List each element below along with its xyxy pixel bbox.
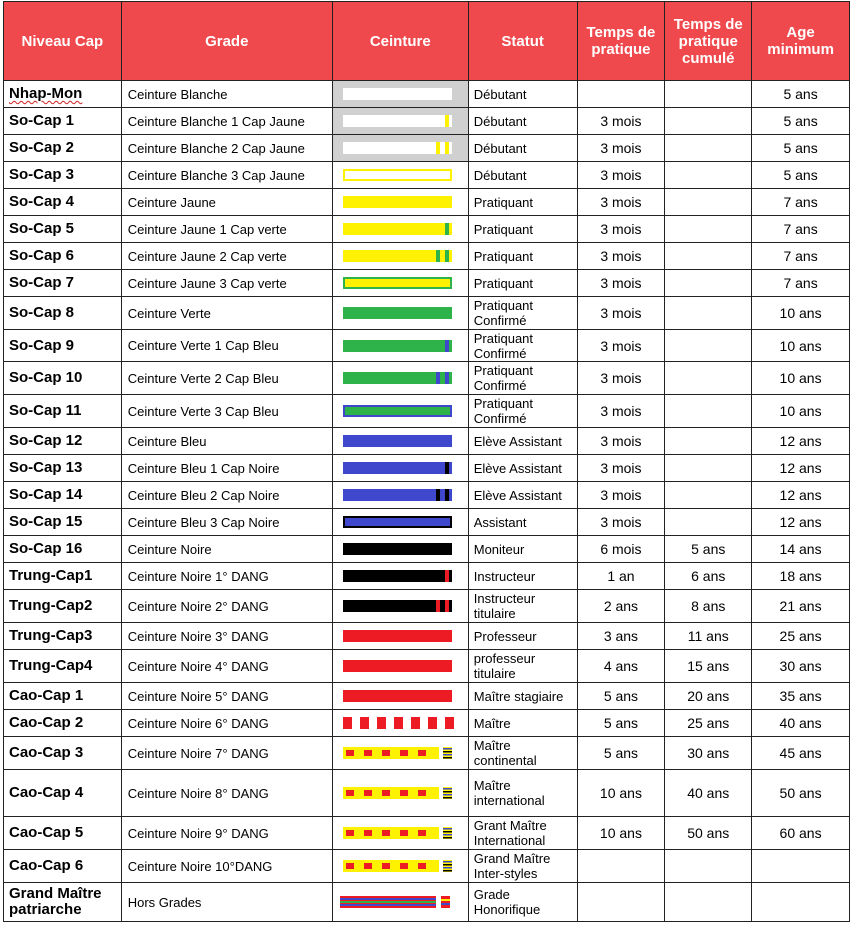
niveau-cell: So-Cap 1 [4,108,122,135]
table-row [4,482,850,509]
table-row [4,770,850,817]
grade-cell: Ceinture Noire 10°DANG [121,850,332,883]
statut-cell: Pratiquant Confirmé [468,362,577,395]
table-row [4,455,850,482]
table-row [4,395,850,428]
statut-cell: Maître international [468,770,577,817]
grade-cell: Ceinture Noire 1° DANG [121,563,332,590]
temps-cell [577,81,665,108]
age-cell: 7 ans [752,270,850,297]
temps-cell: 5 ans [577,683,665,710]
niveau-cell: Nhap-Mon [4,81,122,108]
grade-cell: Ceinture Jaune 1 Cap verte [121,216,332,243]
grade-cell: Ceinture Jaune 3 Cap verte [121,270,332,297]
temps-cell [577,883,665,922]
table-row [4,623,850,650]
belt-so-cap-12-icon [332,428,468,455]
grade-cell: Ceinture Verte [121,297,332,330]
temps-cell: 3 mois [577,135,665,162]
niveau-cell: Trung-Cap1 [4,563,122,590]
age-cell: 7 ans [752,243,850,270]
niveau-cell: So-Cap 4 [4,189,122,216]
temps-cell: 3 mois [577,270,665,297]
cumul-cell [665,270,752,297]
cumul-cell [665,395,752,428]
grade-cell: Ceinture Noire 5° DANG [121,683,332,710]
age-cell: 10 ans [752,330,850,362]
niveau-cell: So-Cap 11 [4,395,122,428]
statut-cell: Grade Honorifique [468,883,577,922]
age-cell [752,883,850,922]
table-row [4,108,850,135]
table-row [4,683,850,710]
statut-cell: Grant Maître International [468,817,577,850]
age-cell: 10 ans [752,395,850,428]
statut-cell: Pratiquant Confirmé [468,395,577,428]
age-cell: 12 ans [752,509,850,536]
header-cumul: Temps de pratique cumulé [665,2,752,81]
niveau-cell: Cao-Cap 3 [4,737,122,770]
belt-cao-cap-5-icon [332,817,468,850]
niveau-cell: So-Cap 13 [4,455,122,482]
age-cell: 21 ans [752,590,850,623]
temps-cell: 4 ans [577,650,665,683]
age-cell: 45 ans [752,737,850,770]
table-row [4,135,850,162]
grade-cell: Ceinture Blanche 2 Cap Jaune [121,135,332,162]
grade-cell: Ceinture Bleu [121,428,332,455]
statut-cell: Assistant [468,509,577,536]
belt-cao-cap-1-icon [332,683,468,710]
table-row [4,850,850,883]
table-row [4,509,850,536]
grade-cell: Ceinture Noire 6° DANG [121,710,332,737]
grade-cell: Ceinture Blanche [121,81,332,108]
temps-cell: 3 mois [577,297,665,330]
statut-cell: Pratiquant [468,270,577,297]
statut-cell: Moniteur [468,536,577,563]
niveau-cell: So-Cap 12 [4,428,122,455]
table-row [4,428,850,455]
niveau-cell: So-Cap 3 [4,162,122,189]
grade-cell: Ceinture Jaune [121,189,332,216]
cumul-cell: 25 ans [665,710,752,737]
cumul-cell [665,243,752,270]
belt-so-cap-10-icon [332,362,468,395]
niveau-cell: Trung-Cap3 [4,623,122,650]
belt-so-cap-13-icon [332,455,468,482]
niveau-cell: Trung-Cap4 [4,650,122,683]
belt-cao-cap-6-icon [332,850,468,883]
cumul-cell [665,216,752,243]
grade-cell: Ceinture Verte 2 Cap Bleu [121,362,332,395]
grade-cell: Hors Grades [121,883,332,922]
table-row [4,650,850,683]
temps-cell: 10 ans [577,817,665,850]
age-cell: 12 ans [752,428,850,455]
temps-cell: 10 ans [577,770,665,817]
cumul-cell [665,135,752,162]
temps-cell: 3 mois [577,455,665,482]
belt-trung-cap1-icon [332,563,468,590]
table-row [4,536,850,563]
niveau-cell: So-Cap 8 [4,297,122,330]
temps-cell: 5 ans [577,737,665,770]
belt-so-cap-6-icon [332,243,468,270]
grade-cell: Ceinture Noire 8° DANG [121,770,332,817]
niveau-cell: So-Cap 5 [4,216,122,243]
cumul-cell [665,455,752,482]
statut-cell: Instructeur [468,563,577,590]
table-row [4,216,850,243]
temps-cell: 2 ans [577,590,665,623]
table-row [4,162,850,189]
temps-cell: 3 mois [577,216,665,243]
table-row [4,817,850,850]
grade-cell: Ceinture Noire 2° DANG [121,590,332,623]
statut-cell: Pratiquant Confirmé [468,330,577,362]
cumul-cell [665,850,752,883]
niveau-cell: So-Cap 7 [4,270,122,297]
age-cell: 7 ans [752,189,850,216]
belt-so-cap-7-icon [332,270,468,297]
temps-cell: 3 mois [577,395,665,428]
header-age: Age minimum [752,2,850,81]
table-row [4,737,850,770]
age-cell: 7 ans [752,216,850,243]
grade-cell: Ceinture Noire [121,536,332,563]
grade-cell: Ceinture Jaune 2 Cap verte [121,243,332,270]
age-cell [752,850,850,883]
temps-cell: 3 mois [577,189,665,216]
temps-cell: 1 an [577,563,665,590]
belt-so-cap-3-icon [332,162,468,189]
belt-cao-cap-4-icon [332,770,468,817]
cumul-cell: 40 ans [665,770,752,817]
belt-so-cap-9-icon [332,330,468,362]
cumul-cell: 6 ans [665,563,752,590]
temps-cell: 3 mois [577,362,665,395]
grade-cell: Ceinture Noire 9° DANG [121,817,332,850]
niveau-cell: So-Cap 9 [4,330,122,362]
cumul-cell [665,297,752,330]
belt-so-cap-16-icon [332,536,468,563]
header-grade: Grade [121,2,332,81]
niveau-cell: Grand Maître patriarche [4,883,122,922]
temps-cell: 3 mois [577,330,665,362]
statut-cell: Grand Maître Inter-styles [468,850,577,883]
age-cell: 14 ans [752,536,850,563]
table-row [4,270,850,297]
table-row [4,243,850,270]
table-row [4,330,850,362]
niveau-cell: So-Cap 10 [4,362,122,395]
cumul-cell: 15 ans [665,650,752,683]
age-cell: 60 ans [752,817,850,850]
belt-so-cap-1-icon [332,108,468,135]
age-cell: 12 ans [752,482,850,509]
statut-cell: Elève Assistant [468,428,577,455]
age-cell: 10 ans [752,362,850,395]
belt-so-cap-4-icon [332,189,468,216]
cumul-cell [665,482,752,509]
niveau-cell: So-Cap 16 [4,536,122,563]
belt-so-cap-15-icon [332,509,468,536]
table-row [4,81,850,108]
table-row [4,297,850,330]
temps-cell: 6 mois [577,536,665,563]
header-ceinture: Ceinture [332,2,468,81]
cumul-cell [665,81,752,108]
belt-trung-cap3-icon [332,623,468,650]
belt-so-cap-5-icon [332,216,468,243]
grade-cell: Ceinture Bleu 3 Cap Noire [121,509,332,536]
cumul-cell: 11 ans [665,623,752,650]
header-temps: Temps de pratique [577,2,665,81]
grade-cell: Ceinture Bleu 2 Cap Noire [121,482,332,509]
statut-cell: Maître continental [468,737,577,770]
age-cell: 30 ans [752,650,850,683]
cumul-cell [665,162,752,189]
grade-cell: Ceinture Blanche 3 Cap Jaune [121,162,332,189]
age-cell: 40 ans [752,710,850,737]
cumul-cell [665,428,752,455]
statut-cell: Pratiquant Confirmé [468,297,577,330]
temps-cell: 3 mois [577,243,665,270]
grade-cell: Ceinture Blanche 1 Cap Jaune [121,108,332,135]
age-cell: 18 ans [752,563,850,590]
niveau-cell: So-Cap 15 [4,509,122,536]
cumul-cell [665,108,752,135]
table-row [4,362,850,395]
statut-cell: professeur titulaire [468,650,577,683]
statut-cell: Débutant [468,135,577,162]
cumul-cell: 50 ans [665,817,752,850]
grade-cell: Ceinture Verte 3 Cap Bleu [121,395,332,428]
grade-cell: Ceinture Bleu 1 Cap Noire [121,455,332,482]
niveau-cell: So-Cap 6 [4,243,122,270]
age-cell: 12 ans [752,455,850,482]
statut-cell: Maître [468,710,577,737]
statut-cell: Débutant [468,81,577,108]
niveau-cell: So-Cap 2 [4,135,122,162]
age-cell: 10 ans [752,297,850,330]
table-row [4,710,850,737]
statut-cell: Pratiquant [468,189,577,216]
statut-cell: Débutant [468,108,577,135]
table-row [4,590,850,623]
age-cell: 5 ans [752,108,850,135]
statut-cell: Pratiquant [468,243,577,270]
table-row [4,883,850,922]
grade-cell: Ceinture Noire 3° DANG [121,623,332,650]
temps-cell: 3 ans [577,623,665,650]
cumul-cell [665,189,752,216]
belt-trung-cap2-icon [332,590,468,623]
header-statut: Statut [468,2,577,81]
cumul-cell: 5 ans [665,536,752,563]
cumul-cell [665,509,752,536]
cumul-cell: 20 ans [665,683,752,710]
age-cell: 50 ans [752,770,850,817]
niveau-cell: Cao-Cap 5 [4,817,122,850]
niveau-cell: Trung-Cap2 [4,590,122,623]
temps-cell: 3 mois [577,509,665,536]
age-cell: 5 ans [752,162,850,189]
belt-so-cap-11-icon [332,395,468,428]
statut-cell: Maître stagiaire [468,683,577,710]
age-cell: 35 ans [752,683,850,710]
belt-cao-cap-2-icon [332,710,468,737]
table-body [4,81,850,922]
belt-so-cap-8-icon [332,297,468,330]
statut-cell: Instructeur titulaire [468,590,577,623]
temps-cell: 3 mois [577,162,665,189]
belt-so-cap-2-icon [332,135,468,162]
grade-cell: Ceinture Verte 1 Cap Bleu [121,330,332,362]
belt-trung-cap4-icon [332,650,468,683]
niveau-cell: Cao-Cap 6 [4,850,122,883]
belt-so-cap-14-icon [332,482,468,509]
table-row [4,563,850,590]
statut-cell: Débutant [468,162,577,189]
header-niveau: Niveau Cap [4,2,122,81]
grades-table [3,1,850,922]
cumul-cell [665,883,752,922]
cumul-cell: 8 ans [665,590,752,623]
belt-grand-maitre-patriarche-icon [332,883,468,922]
grade-cell: Ceinture Noire 7° DANG [121,737,332,770]
grade-cell: Ceinture Noire 4° DANG [121,650,332,683]
cumul-cell: 30 ans [665,737,752,770]
header-row [4,2,850,81]
temps-cell: 3 mois [577,108,665,135]
belt-cao-cap-3-icon [332,737,468,770]
statut-cell: Pratiquant [468,216,577,243]
temps-cell: 3 mois [577,428,665,455]
temps-cell: 3 mois [577,482,665,509]
table-row [4,189,850,216]
age-cell: 5 ans [752,81,850,108]
temps-cell [577,850,665,883]
age-cell: 25 ans [752,623,850,650]
statut-cell: Elève Assistant [468,455,577,482]
belt-nhap-mon-icon [332,81,468,108]
temps-cell: 5 ans [577,710,665,737]
niveau-cell: Cao-Cap 2 [4,710,122,737]
niveau-cell: Cao-Cap 1 [4,683,122,710]
cumul-cell [665,362,752,395]
statut-cell: Elève Assistant [468,482,577,509]
age-cell: 5 ans [752,135,850,162]
niveau-cell: So-Cap 14 [4,482,122,509]
statut-cell: Professeur [468,623,577,650]
niveau-cell: Cao-Cap 4 [4,770,122,817]
cumul-cell [665,330,752,362]
